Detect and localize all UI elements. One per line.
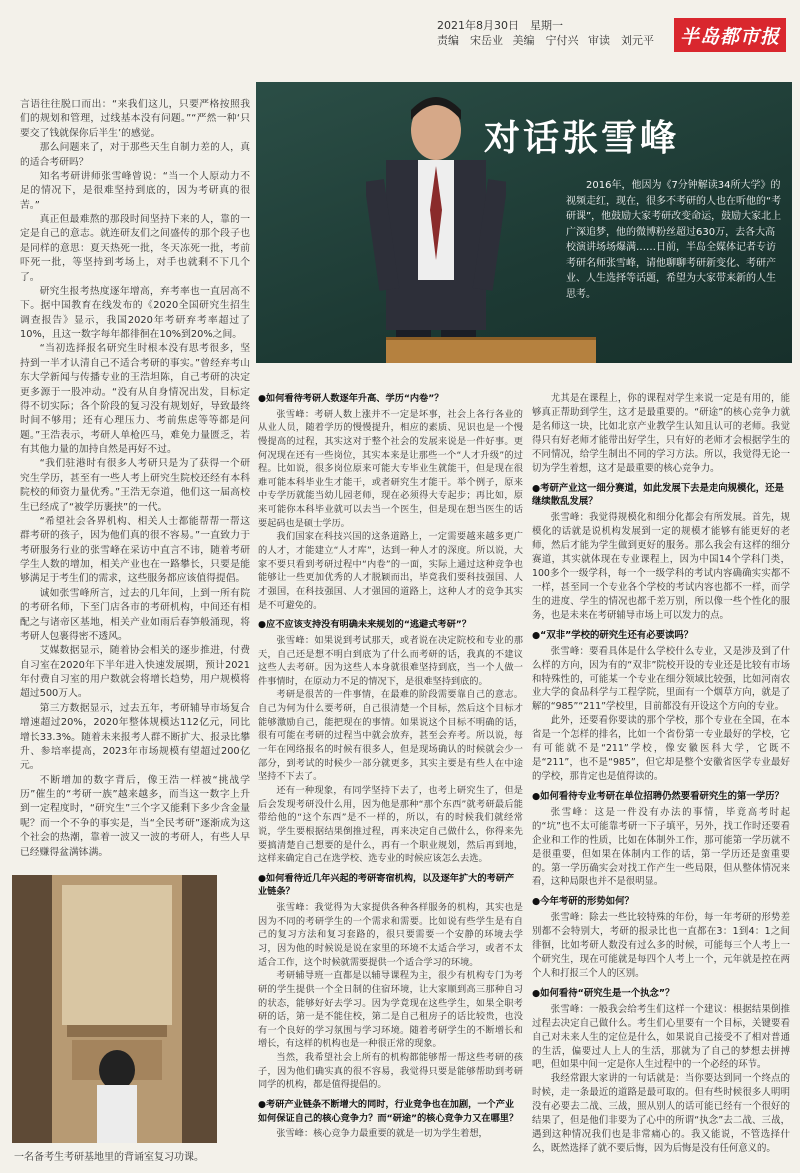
interview-answer: 张雪峰：如果说到考试那天，或者说在决定院校和专业的那天，自己还是想不明白到底为了什么而考研的话，我真的不建议这些人去考研。因为这些人本身就很难坚持到底，当一个人做一件事情时，在原动力不足的情况下，是很难坚持到底的。 <box>258 634 523 687</box>
interview-column-1 <box>258 392 523 1141</box>
interview-answer: 张雪峰：我觉得为大家提供各种各样服务的机构，其实也是因为不同的考研学生的一个需求和需要。比如说有些学生是有自己的复习方法和复习套路的，很只要需要一个安静的环境去学习，因为他的时候说是说在家里的环境不太适合学习，或者不太适合工作，这个时候就需要提供一个适合学习的环境。 <box>258 902 523 968</box>
interview-answer: 我们国家在科技兴国的这条道路上，一定需要越来越多更广的人才，才能建立“人才库”，达到一种人才的深度。所以说，大家不要只看到考研过程中“内卷”的一面，实际上通过这种竞争也能够让一些更加优秀的人才脱颖而出，毕竟我们要科技强国、人才强国，在科技强国、人才强国的道路上，这种人才的竞争其实是不可避免的。 <box>258 531 523 611</box>
left-paragraph: 知名考研讲师张雪峰曾说：“当一个人原动力不足的情况下，是很难坚持到底的，因为考研真的很苦。” <box>20 170 250 211</box>
interview-answer: 张雪峰：考研人数上涨并不一定是坏事，社会上各行各业的从业人员，随着学历的慢慢提升，相应的素质、见识也是一个慢慢提高的过程，其实这对于整个社会的发展来说是一件好事。更何况现在还有一些岗位，其实本来是让那些一个“人才升级”的过程。比如说，很多岗位原来可能大专毕业生就能干，但是现在很难可能本科毕业生才能干，或者研究生才能干。举个例子，原来中专学历就能当幼儿园老师，现在必须得大专起步；再比如，原来可能你本科毕业就可以去当一个医生，但是现在想当医生的话要起码也是硕士学历。 <box>258 408 523 529</box>
left-paragraph: 那么问题来了，对于那些天生自制力差的人，真的适合考研吗？ <box>20 142 250 168</box>
interview-question: ●“双非”学校的研究生还有必要读吗？ <box>532 629 694 641</box>
editor-credits <box>437 33 660 48</box>
interview-question: ●考研产业链条不断增大的同时，行业竞争也在加剧，一个产业如何保证自己的核心竞争力？而“研途”的核心竞争力又在哪里？ <box>258 1099 519 1124</box>
hero-banner <box>256 82 792 363</box>
interview-question: ●如何看待考研人数逐年升高、学历“内卷”？ <box>258 393 444 404</box>
left-paragraph: 第三方数据显示，过去五年，考研辅导市场复合增速超过20%，2020年整体规模达112亿元，同比增长33.3%。随着未来报考人群不断扩大、报录比攀升、参培率提高，2023年市场规模有望超过200亿元。 <box>20 702 250 772</box>
masthead <box>0 0 800 62</box>
left-paragraph: 不断增加的数字背后，像王浩一样被“挑战学历”催生的“考研一族”越来越多，而当这一数字上升到一定程度时，“研究生”三个字又能剩下多少含金量呢？而一个不争的事实是，当“全民考研”逐渐成为这个社会的热潮，靠着一波又一波的考研人，有些人早已经赚得盆满钵满。 <box>20 774 250 858</box>
interview-question: ●应不应该支持没有明确未来规划的“逃避式考研”？ <box>258 619 472 631</box>
photo-caption: 一名备考生考研基地里的背诵室复习功课。 <box>14 1152 204 1163</box>
left-paragraph: 诚如张雪峰所言，过去的几年间，上到一所有院的考研名师，下至门店各市的考研机构，中间还有相配之与诸帝区基地，相关产业如雨后春笋般涌现，将考研人包裹得密不透风。 <box>20 587 250 642</box>
interview-answer: 我经常跟大家讲的一句话就是：当你要达到同一个终点的时候，走一条最近的道路是最可取的。但有些时候很多人明明没有必要去二战、三战，照从别人的话可能已经有一个很好的结果了，但是他们非要为了心中的所谓“执念”去二战、三战，遇到这种情况我们也是非常痛心的。我又能说，不管选择什么，既然选择了就不要后悔，因为后悔是没有任何意义的。 <box>532 1073 790 1155</box>
interview-question: ●考研产业这一细分赛道，如此发展下去是走向规模化，还是继续散乱发展？ <box>532 482 784 508</box>
interview-answer: 张雪峰：我觉得规模化和细分化都会有所发展。首先，规模化的话就是说机构发展到一定的规模才能够有能更好的老师，然后才能为学生做到更好的服务。那么我会有这样的细分赛道，其实就体现在专业课程上，因为中国14个学科门类，100多个一级学科，每一个一级学科的考试内容确确实实都不一样，甚至同一个专业各个学校的考试内容也都不一样，而学生的进度、学生的情况也都千差万别，所以像一些个性化的服务，也是未来在考研辅导市场上可以发力的点。 <box>532 512 790 621</box>
left-paragraph: “我们驻港时有很多人考研只是为了获得一个研究生学历，甚至有一些人考上研究生院校还经有本科院校的师资力量优秀。”王浩无奈道，他们这一届高校生已经成了“被学历裹挟”的一代。 <box>20 458 250 513</box>
feature-title: 对话张雪峰 <box>484 118 680 159</box>
interview-question: ●今年考研的形势如何？ <box>532 896 634 908</box>
left-paragraph: 艾媒数据显示，随着协会相关的逐步推进，付费自习室在2020年下半年进入快速发展期，预计2021年付费自习室的用户数就会将增长趋势，用户规模将超过500万人。 <box>20 645 250 700</box>
interview-answer: 当然，我希望社会上所有的机构都能够帮一帮这些考研的孩子，因为他们确实真的很不容易，我觉得只要是能够帮助到考研同学的机构，都是值得提倡的。 <box>258 1052 523 1091</box>
left-paragraph: “当初选择报名研究生时根本没有思考很多，坚持到一半才认清自己不适合考研的事实。”曾经弃考山东大学新闻与传播专业的王浩坦陈，自己考研的决定更多源于一股冲动。“没有从自身情况出发，目标定得不切实际；各个阶段的复习没有规划好，导致最终时间不够用；还有心理压力、考前焦虑等等都是问题。”王浩表示，考研人单枪匹马，难免力量匮乏，若有其他力量的加持自然是再好不过。 <box>20 343 250 455</box>
interview-answer: 张雪峰：一般我会给考生们这样一个建议：根据结果倒推过程去决定自己做什么。考生们心里要有一个目标，关键要看自己对未来人生的定位是什么，如果说自己接受不了相对普通的生活，偏要过人上人的生活，那就为了自己的梦想去拼搏吧，但如果中间一定是你人生过程中的一个必经的环节。 <box>532 1003 790 1071</box>
interview-answer: 张雪峰：除去一些比较特殊的年份，每一年考研的形势差别都不会特别大，考研的报录比也一直都在3：1到4：1之间徘徊，比如考研人数没有过么多的时候，可能每三个人考上一个研究生，现在可能就是每四个人考上一个，元年就是控在两个人和打报三个人的区别。 <box>532 912 790 979</box>
feature-intro: 2016年，他因为《7分钟解读34所大学》的视频走红，现在，很多不考研的人也在听他的“考研课”，他鼓励大家考研改变命运，鼓励大家北上广深追梦，他的微博粉丝超过630万，去各大高校演讲场场爆满……日前，半岛全媒体记者专访考研名师张雪峰，请他聊聊考研新变化、考研产业、人生选择等话题，希望为大家带来新的人生思考。 <box>566 180 782 300</box>
interview-answer: 尤其是在课程上，你的课程对学生来说一定是有用的，能够真正帮助到学生，这才是最重要的。“研途”的核心竞争力就是名师这一块，比如北京产业教学生认知且认可的老师。我觉得只有好老师才能带出好学生，只有好的老师才会根据学生的不同情况，给学生制出不同的学习方法。所以，我觉得无论一切为学生着想，这才是最重要的核心竞争力。 <box>532 393 790 474</box>
interview-answer: 还有一种现象，有同学坚持下去了，也考上研究生了，但是后会发现考研没什么用，因为他是那种“那个东西”就考研最后能带给他的“这个东西”是不一样的，所以，有的时候我们就经常说，学生要根据结果倒推过程，再来决定自己做什么，你得来先要搞清楚自己想要的是什么，再有一个职业规划，然后再到地，这样来确定自己在选学校、选专业的时候应该怎么去选。 <box>258 784 523 865</box>
study-room-photo <box>12 875 217 1143</box>
issue-meta <box>437 18 660 48</box>
credit-designer: 美编 宁付兴 <box>512 34 579 47</box>
left-paragraph: 研究生报考热度逐年增高，弃考率也一直居高不下。据中国教育在线发布的《2020全国研究生招生调查报告》显示，我国2020年考研弃考率超过了10%，且这一数字每年都徘徊在10%到20%之间。 <box>20 285 250 340</box>
interview-answer: 张雪峰：这是一件没有办法的事情，毕竟高考时起的“坑”也不太可能靠考研一下子填平，另外，找工作时还要看企业和工作的性质，比如在体制外工作，那可能第一学历就不是很重要，但如果在体制内工作的话，第一学历还是蛮重要的。第一学历确实会对找工作产生一些局限，但从整体情况来看，这种局限也并不是很明显。 <box>532 806 790 888</box>
interview-question: ●如何看待专业考研在单位招聘仍然要看研究生的第一学历？ <box>532 790 784 802</box>
interview-column-2 <box>532 392 790 1156</box>
left-paragraph: “希望社会各界机构、相关人士都能帮帮一帮这群考研的孩子，因为他们真的很不容易。”一直致力于考研服务行业的张雪峰在采访中直言不讳，随着考研学生人数的增加，相关产业也在一路攀长，只要是能够满足于考生们的需求，这些服务都应该值得提倡。 <box>20 515 250 585</box>
credit-reviewer: 审读 刘元平 <box>588 34 654 47</box>
credit-editor: 责编 宋岳业 <box>437 34 503 47</box>
newspaper-logo: 半岛都市报 <box>674 18 786 52</box>
interview-question: ●如何看待“研究生是一个执念”？ <box>532 987 675 999</box>
left-paragraph: 真正但最难熬的那段时间坚持下来的人，靠的一定是自己的意志。就连研友们之间盛传的那个段子也是同样的意思：夏天热死一批，冬天冻死一批，考前吓死一批，等坚持到考场上，对手也就剩不下几个了。 <box>20 214 250 283</box>
interview-answer: 考研是很苦的一件事情，在最难的阶段需要靠自己的意志。自己为何为什么要考研，自己很清楚一个目标，然后这个目标才能够激励自己，能把现在的事情。如果说这个目标不明确的话，很有可能在考研的过程当中就会放弃，甚至会弃考。所以说，每一年在网络报名的时候有很多人，但是现场确认的时候就会少一部分，到考试的时候少一部分就更多，其实主要是有些人在中途坚持不下去了。 <box>258 689 523 783</box>
interview-answer: 张雪峰：要看具体是什么学校什么专业，又是涉及到了什么样的方向，因为有的“双非”院校开设的专业还是比较有市场和特殊性的，可能某一个专业在细分领域比较强，比如河南农业大学的食品科学与工程学院，里面有一个烟草方向，就是了解的“985”“211”学校里，目前都没有开设这个方向的专业。 <box>532 645 790 713</box>
issue-date: 2021年8月30日 星期一 <box>437 19 563 32</box>
interview-answer: 考研辅导班一直都是以辅导课程为主，很少有机构专门为考研的学生提供一个全日制的住宿环境，让大家顺到高三那种自习的状态，能够好好去学习。因为学竟现在这些学生，如果全职考研的话，第一是不能住校，第二是自己租房子的话比较贵，也没有一个良好的学习氛围与学习环境。随着考研学生的不断增长和增长，有这样的机构也是一种很正常的现象。 <box>258 970 523 1050</box>
interview-answer: 此外，还要看你要读的那个学校，那个专业在全国，在本省是一个怎样的排名，比如一个省份第一专业最好的学校，它有可能就不是“211”学校，像安徽医科大学，它既不是“211”，也不是“985”，但它却是整个安徽省医学专业最好的学校，那肯定也是值得读的。 <box>532 715 790 782</box>
left-paragraph: 言语往往脱口而出：“来我们这儿，只要严格按照我们的规划和管理，过线基本没有问题。”“严然一种‘只要交了钱就保你后半生’的感觉。 <box>20 99 250 139</box>
left-article-column <box>20 98 250 860</box>
interview-question: ●如何看待近几年兴起的考研寄宿机构，以及逐年扩大的考研产业链条？ <box>258 872 515 898</box>
podium <box>386 337 596 363</box>
interview-answer: 张雪峰：核心竞争力最重要的就是一切为学生着想， <box>276 1128 488 1140</box>
